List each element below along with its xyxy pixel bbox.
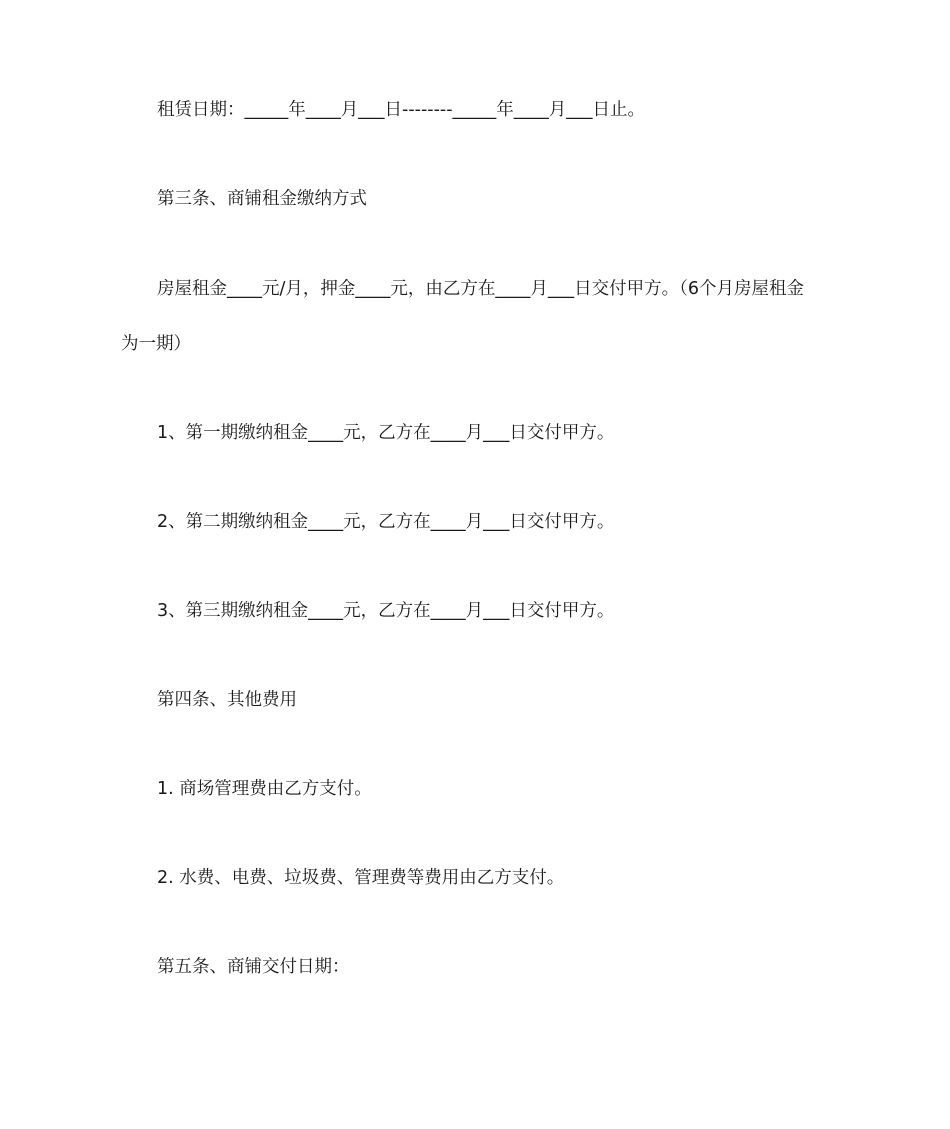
article-four-heading: 第四条、其他费用	[157, 690, 297, 710]
lease-period-line: 租赁日期：_____年____月___日--------_____年____月___日止。	[157, 100, 646, 120]
article-three-heading: 第三条、商铺租金缴纳方式	[157, 189, 367, 209]
rent-deposit-line: 房屋租金____元/月，押金____元，由乙方在____月___日交付甲方。（6个月房屋租金	[157, 279, 805, 299]
second-installment-line: 2、第二期缴纳租金____元，乙方在____月___日交付甲方。	[157, 512, 615, 532]
rent-deposit-line-continuation: 为一期）	[121, 334, 191, 354]
mall-management-fee-line: 1. 商场管理费由乙方支付。	[157, 779, 372, 799]
utilities-fee-line: 2. 水费、电费、垃圾费、管理费等费用由乙方支付。	[157, 868, 565, 888]
first-installment-line: 1、第一期缴纳租金____元，乙方在____月___日交付甲方。	[157, 423, 615, 443]
article-five-heading: 第五条、商铺交付日期：	[157, 957, 350, 977]
third-installment-line: 3、第三期缴纳租金____元，乙方在____月___日交付甲方。	[157, 601, 615, 621]
